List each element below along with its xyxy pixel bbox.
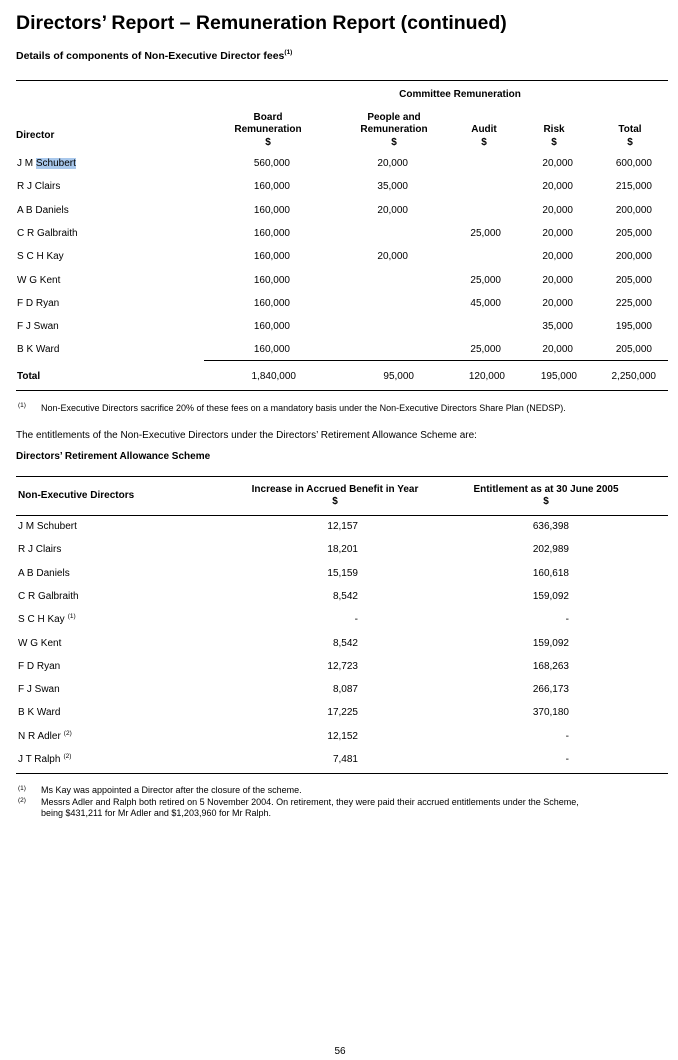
fees-col-unit: $ [551,137,557,148]
director-surname: Ryan [35,297,60,309]
ret-entitlement-cell: 370,180 [532,707,569,719]
ret-director-name-text: F D Ryan [18,660,61,672]
director-initials: B K [17,344,36,356]
ret-director-name [18,614,76,625]
retirement-header-rule [16,515,668,516]
fees-col-label: People and [367,112,421,123]
footnote-1-mark: (1) [18,402,26,409]
ret-entitlement-cell: - [565,754,569,765]
ret-footnote-mark: (2) [63,729,72,737]
ret-director-name [18,684,60,695]
ret-director-name-text: N R Adler [18,730,61,742]
fees-total-cell: 215,000 [615,181,652,193]
ret-entitlement-cell: 159,092 [532,637,569,649]
director-surname: Clairs [34,181,61,193]
fees-board-cell: 160,000 [253,251,290,263]
fees-audit-cell: 25,000 [470,274,501,286]
director-surname: Ward [35,344,60,356]
fees-total-people: 95,000 [383,371,414,382]
fees-total-risk: 195,000 [540,371,577,382]
fees-total-cell: 205,000 [615,274,652,286]
footnote-adler-ralph-mark: (2) [18,797,26,804]
ret-increase-cell: 12,152 [327,730,358,742]
director-initials: A B [17,204,36,216]
director-surname: Kent [39,274,61,286]
director-name [17,344,59,355]
fees-subtitle-text: Details of components of Non-Executive Director fees [16,50,285,62]
fees-total-board: 1,840,000 [251,371,296,382]
fees-board-cell: 160,000 [253,297,290,309]
fees-board-cell: 160,000 [253,204,290,216]
fees-board-cell: 160,000 [253,274,290,286]
ret-director-name-text: S C H Kay [18,614,65,626]
ret-entitlement-cell: - [565,730,569,742]
fees-total-cell: 200,000 [615,204,652,216]
ret-director-name-text: J T Ralph [18,754,61,765]
fees-board-cell: 160,000 [253,321,290,333]
fees-risk-cell: 20,000 [542,251,573,263]
ret-increase-cell: - [354,614,358,626]
fees-total-cell: 205,000 [615,344,652,356]
fees-total-cell: 195,000 [615,321,652,333]
fees-risk-cell: 20,000 [542,297,573,309]
director-name [17,321,59,332]
ret-director-name-text: C R Galbraith [18,590,79,602]
ret-entitlement-cell: 159,092 [532,590,569,602]
fees-people-cell: 20,000 [377,158,408,169]
director-surname: Galbraith [37,227,78,239]
ret-col-entitlement: Entitlement as at 30 June 2005 [473,484,619,495]
fees-total-cell: 225,000 [615,297,652,309]
ret-director-name [18,754,71,765]
ret-increase-cell: 8,542 [332,637,358,649]
fees-subtotal-rule [204,360,668,361]
fees-risk-cell: 20,000 [542,344,573,356]
ret-director-name [18,591,79,602]
ret-col-increase-unit: $ [332,496,338,507]
fees-table-top-rule [16,80,668,81]
page-title: Directors’ Report – Remuneration Report (continued) [16,12,507,34]
entitlement-intro: The entitlements of the Non-Executive Directors under the Directors’ Retirement Allowance Scheme are: [16,430,477,441]
director-name [17,205,69,216]
director-name [17,181,60,192]
fees-audit-cell: 25,000 [470,227,501,239]
page-number: 56 [334,1046,346,1057]
ret-entitlement-cell: - [565,614,569,626]
fees-col-unit: $ [627,137,633,148]
fees-risk-cell: 20,000 [542,181,573,193]
ret-footnote-mark: (2) [63,753,72,760]
ret-entitlement-cell: 202,989 [532,544,569,556]
retirement-table-bottom-rule [16,773,668,774]
fees-people-cell: 20,000 [377,251,408,263]
footnote-adler-ralph-text-2: being $431,211 for Mr Adler and $1,203,960 for Mr Ralph. [41,808,271,818]
director-initials: F D [17,297,36,309]
fees-board-cell: 160,000 [253,181,290,193]
fees-col-label: Total [618,124,642,135]
director-initials: C R [17,227,37,239]
ret-director-name [18,731,72,742]
fees-total-total: 2,250,000 [611,371,656,382]
ret-director-name [18,638,61,649]
fees-subtitle [16,50,292,62]
fees-col-label: Board [253,112,283,123]
fees-col-unit: $ [265,137,271,148]
ret-footnote-mark: (1) [67,613,76,621]
ret-director-name [18,707,60,718]
fees-col-unit: $ [481,137,487,148]
ret-increase-cell: 8,087 [332,684,358,696]
fees-risk-cell: 20,000 [542,274,573,286]
fees-board-cell: 160,000 [253,344,290,356]
ret-entitlement-cell: 636,398 [532,521,569,532]
footnote-kay-mark: (1) [18,785,26,792]
director-surname: Swan [33,321,59,333]
ret-director-name-text: J M Schubert [18,521,77,532]
ret-col-entitlement-unit: $ [543,496,549,507]
fees-people-cell: 35,000 [377,181,408,193]
ret-increase-cell: 12,723 [327,660,358,672]
ret-increase-cell: 7,481 [332,754,358,765]
fees-board-cell: 160,000 [253,227,290,239]
director-surname: Kay [46,251,64,263]
ret-director-name-text: A B Daniels [18,567,70,579]
director-name [17,228,78,239]
director-initials: W G [17,274,40,286]
fees-people-cell: 20,000 [377,204,408,216]
fees-table-bottom-rule [16,390,668,391]
fees-col-label: Remuneration [234,124,302,135]
footnote-1-text: Non-Executive Directors sacrifice 20% of these fees on a mandatory basis under the Non-Executive Directors Share Plan (NEDSP). [41,403,566,413]
director-name [17,158,76,169]
ret-director-name-text: R J Clairs [18,544,62,556]
fees-audit-cell: 45,000 [470,297,501,309]
retirement-table-top-rule [16,476,668,477]
footnote-adler-ralph-text: Messrs Adler and Ralph both retired on 5 November 2004. On retirement, they were paid their accrued entitlements under the Scheme, [41,797,579,807]
ret-col-directors: Non-Executive Directors [18,490,135,501]
fees-col-label: Risk [543,124,565,135]
director-name [17,298,59,309]
ret-increase-cell: 15,159 [327,567,358,579]
ret-director-name [18,661,60,672]
ret-increase-cell: 17,225 [327,707,358,719]
fees-col-unit: $ [391,137,397,148]
fees-subtitle-footnote-mark: (1) [284,49,293,56]
director-initials: F J [17,321,34,333]
ret-director-name-text: F J Swan [18,684,60,696]
ret-director-name-text: W G Kent [18,637,62,649]
director-surname: Schubert [35,158,76,169]
ret-director-name [18,568,70,579]
ret-entitlement-cell: 266,173 [532,684,569,696]
fees-total-cell: 600,000 [615,158,652,169]
ret-director-name-text: B K Ward [18,707,61,719]
fees-risk-cell: 20,000 [542,204,573,216]
scheme-heading: Directors’ Retirement Allowance Scheme [16,451,211,462]
director-initials: S C H [17,251,47,263]
fees-total-label: Total [17,371,41,382]
ret-entitlement-cell: 168,263 [532,660,569,672]
fees-risk-cell: 20,000 [542,158,573,169]
director-name [17,251,64,262]
fees-col-director: Director [16,130,55,141]
fees-col-label: Remuneration [360,124,428,135]
ret-col-increase: Increase in Accrued Benefit in Year [251,484,419,495]
fees-board-cell: 560,000 [253,158,290,169]
fees-total-cell: 205,000 [615,227,652,239]
fees-risk-cell: 35,000 [542,321,573,333]
ret-increase-cell: 18,201 [327,544,358,556]
ret-increase-cell: 8,542 [332,590,358,602]
director-name [17,275,60,286]
committee-remuneration-header: Committee Remuneration [399,89,521,100]
fees-col-label: Audit [471,124,497,135]
director-initials: J M [17,158,36,169]
ret-director-name [18,521,77,532]
ret-increase-cell: 12,157 [327,521,358,532]
fees-audit-cell: 25,000 [470,344,501,356]
ret-entitlement-cell: 160,618 [532,567,569,579]
footnote-kay-text: Ms Kay was appointed a Director after the closure of the scheme. [41,785,302,795]
director-surname: Daniels [35,204,69,216]
director-initials: R J [17,181,35,193]
fees-total-cell: 200,000 [615,251,652,263]
fees-total-audit: 120,000 [468,371,505,382]
ret-director-name [18,544,61,555]
fees-risk-cell: 20,000 [542,227,573,239]
